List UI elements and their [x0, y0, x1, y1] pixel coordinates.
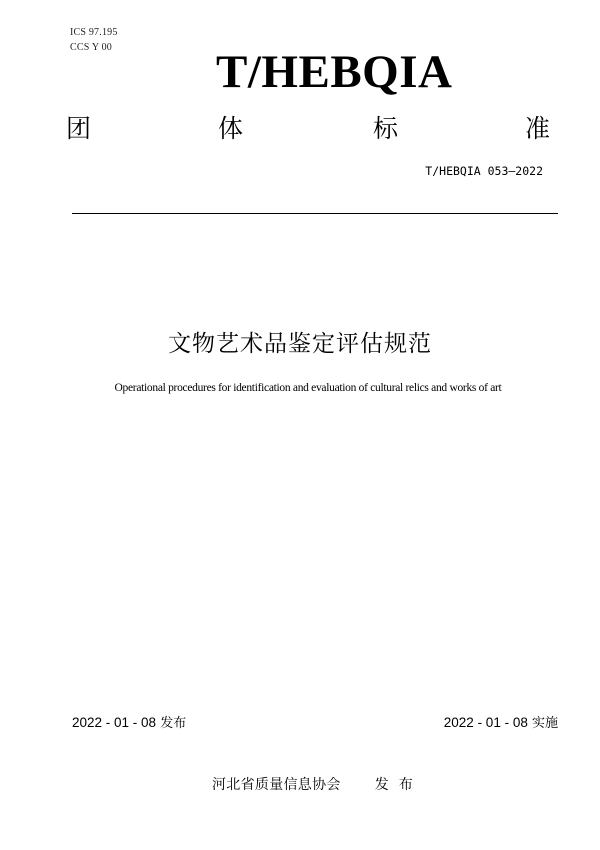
issue-date: 2022 - 01 - 08 — [72, 715, 157, 730]
document-title-chinese: 文物艺术品鉴定评估规范 — [168, 331, 432, 357]
issue-label: 发布 — [160, 716, 187, 731]
standard-type-char: 标 — [373, 114, 399, 143]
standard-type-char: 团 — [66, 114, 92, 143]
publisher-block — [212, 776, 423, 794]
organization-code: T/HEBQIA — [216, 46, 453, 98]
ccs-code: CCS Y 00 — [70, 42, 112, 53]
standard-number: T/HEBQIA 053—2022 — [425, 164, 543, 178]
standard-type-char: 准 — [525, 114, 551, 143]
header-divider — [72, 213, 558, 214]
implementation-date-block — [444, 714, 558, 733]
standard-type-char: 体 — [218, 114, 244, 143]
implementation-label: 实施 — [531, 716, 558, 731]
issue-date-block — [72, 714, 186, 733]
publish-label: 发布 — [374, 777, 423, 793]
implementation-date: 2022 - 01 - 08 — [443, 715, 528, 730]
document-title-english: Operational procedures for identification and evaluation of cultural relics and works of art — [114, 382, 502, 394]
ics-code: ICS 97.195 — [70, 27, 118, 38]
publisher-name: 河北省质量信息协会 — [212, 777, 341, 793]
